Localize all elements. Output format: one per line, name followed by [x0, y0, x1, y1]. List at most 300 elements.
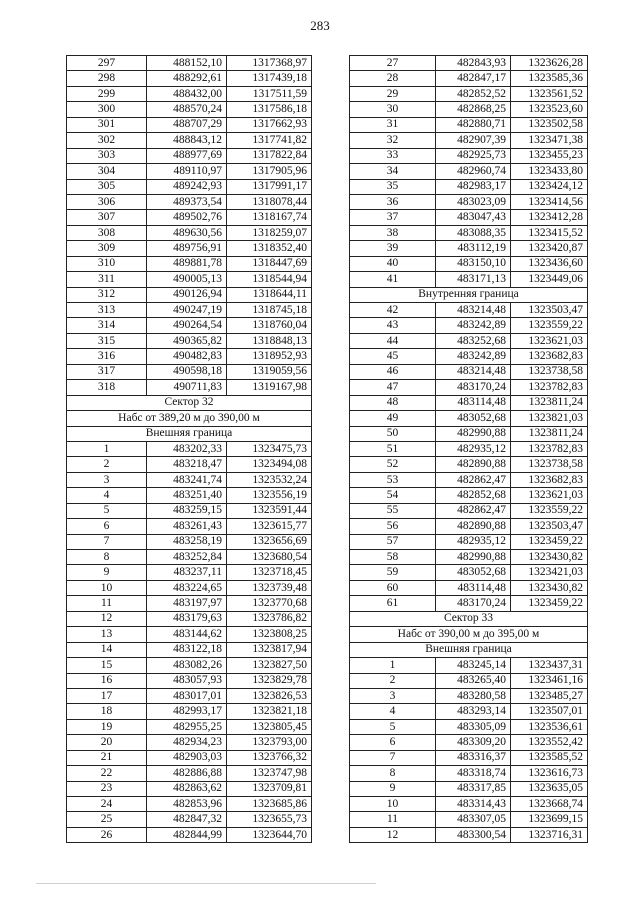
table-row [67, 380, 312, 395]
coordinate-y: 1323782,83 [511, 441, 588, 456]
coordinate-y: 1323415,52 [511, 225, 588, 240]
table-row [350, 503, 588, 518]
table-row [350, 688, 588, 703]
point-number: 8 [67, 550, 147, 565]
coordinate-x: 488977,69 [147, 148, 227, 163]
table-row [67, 719, 312, 734]
point-number: 309 [67, 241, 147, 256]
point-number: 1 [67, 441, 147, 456]
table-row [67, 457, 312, 472]
point-number: 305 [67, 179, 147, 194]
table-row [67, 596, 312, 611]
point-number: 43 [350, 318, 436, 333]
table-row [67, 488, 312, 503]
coordinate-x: 482890,88 [436, 457, 511, 472]
coordinate-y: 1323449,06 [511, 272, 588, 287]
coordinate-x: 483144,62 [147, 627, 227, 642]
table-row [67, 364, 312, 379]
coordinate-x: 482844,99 [147, 827, 227, 842]
coordinate-x: 483261,43 [147, 519, 227, 534]
coordinate-y: 1323455,23 [511, 148, 588, 163]
point-number: 42 [350, 303, 436, 318]
coordinate-y: 1323718,45 [227, 565, 312, 580]
coordinate-y: 1323805,45 [227, 719, 312, 734]
coordinate-x: 483017,01 [147, 688, 227, 703]
point-number: 15 [67, 658, 147, 673]
coordinate-x: 489756,91 [147, 241, 227, 256]
point-number: 45 [350, 349, 436, 364]
coordinate-x: 483224,65 [147, 580, 227, 595]
coordinate-y: 1317511,59 [227, 86, 312, 101]
table-row [67, 148, 312, 163]
coordinate-x: 489502,76 [147, 210, 227, 225]
point-number: 6 [67, 519, 147, 534]
section-heading-row [67, 411, 312, 426]
coordinate-y: 1323709,81 [227, 781, 312, 796]
table-row [67, 133, 312, 148]
point-number: 34 [350, 164, 436, 179]
table-row [67, 781, 312, 796]
point-number: 36 [350, 194, 436, 209]
coordinate-y: 1318167,74 [227, 210, 312, 225]
table-row [350, 565, 588, 580]
point-number: 318 [67, 380, 147, 395]
coordinate-x: 482890,88 [436, 519, 511, 534]
point-number: 27 [350, 56, 436, 71]
table-row [350, 349, 588, 364]
coordinate-x: 483318,74 [436, 766, 511, 781]
coordinate-x: 490365,82 [147, 333, 227, 348]
coordinate-y: 1323503,47 [511, 303, 588, 318]
table-row [350, 735, 588, 750]
point-number: 315 [67, 333, 147, 348]
coordinate-y: 1323668,74 [511, 797, 588, 812]
point-number: 304 [67, 164, 147, 179]
coordinate-x: 482847,17 [436, 71, 511, 86]
table-row [350, 56, 588, 71]
coordinate-y: 1323433,80 [511, 164, 588, 179]
coordinate-x: 483241,74 [147, 472, 227, 487]
table-row [67, 303, 312, 318]
coordinate-y: 1323552,42 [511, 735, 588, 750]
point-number: 51 [350, 441, 436, 456]
coordinate-y: 1323536,61 [511, 719, 588, 734]
table-row [67, 179, 312, 194]
point-number: 57 [350, 534, 436, 549]
coordinate-x: 488152,10 [147, 56, 227, 71]
table-row [350, 380, 588, 395]
coordinate-x: 483280,58 [436, 688, 511, 703]
point-number: 300 [67, 102, 147, 117]
coordinate-y: 1319059,56 [227, 364, 312, 379]
coordinate-y: 1323616,73 [511, 766, 588, 781]
coordinate-x: 482903,03 [147, 750, 227, 765]
table-row [67, 766, 312, 781]
table-row [350, 457, 588, 472]
table-row [67, 658, 312, 673]
point-number: 24 [67, 797, 147, 812]
coordinate-x: 483258,19 [147, 534, 227, 549]
table-row [67, 565, 312, 580]
coordinate-x: 490482,83 [147, 349, 227, 364]
coordinate-x: 482868,25 [436, 102, 511, 117]
coordinate-y: 1317822,84 [227, 148, 312, 163]
coordinate-y: 1323459,22 [511, 596, 588, 611]
coordinate-y: 1323738,58 [511, 364, 588, 379]
point-number: 312 [67, 287, 147, 302]
coordinate-x: 482955,25 [147, 719, 227, 734]
point-number: 1 [350, 658, 436, 673]
table-row [350, 241, 588, 256]
coordinate-y: 1323811,24 [511, 426, 588, 441]
table-row [350, 797, 588, 812]
coordinate-y: 1323414,56 [511, 194, 588, 209]
point-number: 13 [67, 627, 147, 642]
section-heading: Внешняя граница [67, 426, 312, 441]
page-number: 283 [310, 18, 330, 33]
point-number: 44 [350, 333, 436, 348]
coordinate-y: 1318078,44 [227, 194, 312, 209]
coordinate-x: 482907,39 [436, 133, 511, 148]
coordinate-y: 1323532,24 [227, 472, 312, 487]
point-number: 14 [67, 642, 147, 657]
table-row [350, 272, 588, 287]
table-row [67, 56, 312, 71]
point-number: 48 [350, 395, 436, 410]
table-row [350, 658, 588, 673]
point-number: 4 [350, 704, 436, 719]
section-heading-row [350, 611, 588, 626]
table-row [350, 426, 588, 441]
table-row [350, 550, 588, 565]
coordinate-x: 490264,54 [147, 318, 227, 333]
coordinate-y: 1323680,54 [227, 550, 312, 565]
point-number: 32 [350, 133, 436, 148]
coordinate-y: 1318259,07 [227, 225, 312, 240]
point-number: 30 [350, 102, 436, 117]
table-row [67, 333, 312, 348]
coordinate-x: 483245,14 [436, 658, 511, 673]
point-number: 9 [350, 781, 436, 796]
coordinate-y: 1323559,22 [511, 503, 588, 518]
point-number: 59 [350, 565, 436, 580]
coordinate-y: 1323821,18 [227, 704, 312, 719]
coordinate-y: 1323424,12 [511, 179, 588, 194]
coordinate-x: 483251,40 [147, 488, 227, 503]
coordinate-x: 483237,11 [147, 565, 227, 580]
coordinate-x: 488843,12 [147, 133, 227, 148]
coordinate-y: 1323585,36 [511, 71, 588, 86]
table-row [350, 225, 588, 240]
point-number: 53 [350, 472, 436, 487]
coordinate-x: 482934,23 [147, 735, 227, 750]
point-number: 18 [67, 704, 147, 719]
coordinate-x: 483307,05 [436, 812, 511, 827]
point-number: 308 [67, 225, 147, 240]
point-number: 31 [350, 117, 436, 132]
coordinate-y: 1323656,69 [227, 534, 312, 549]
table-row [67, 210, 312, 225]
point-number: 16 [67, 673, 147, 688]
coordinate-y: 1323585,52 [511, 750, 588, 765]
coordinate-y: 1317905,96 [227, 164, 312, 179]
table-row [67, 673, 312, 688]
coordinate-x: 490247,19 [147, 303, 227, 318]
section-heading: Набс от 389,20 м до 390,00 м [67, 411, 312, 426]
coordinate-x: 483122,18 [147, 642, 227, 657]
point-number: 46 [350, 364, 436, 379]
table-row [67, 688, 312, 703]
coordinate-x: 482843,93 [436, 56, 511, 71]
coordinate-x: 482862,47 [436, 472, 511, 487]
table-row [67, 503, 312, 518]
point-number: 7 [350, 750, 436, 765]
table-row [350, 71, 588, 86]
coordinate-x: 483114,48 [436, 580, 511, 595]
point-number: 26 [67, 827, 147, 842]
coordinate-x: 483293,14 [436, 704, 511, 719]
coordinate-x: 490598,18 [147, 364, 227, 379]
coordinate-y: 1317991,17 [227, 179, 312, 194]
section-heading-row [67, 426, 312, 441]
section-heading-row [350, 287, 588, 302]
point-number: 313 [67, 303, 147, 318]
table-row [67, 272, 312, 287]
coordinate-x: 483252,68 [436, 333, 511, 348]
section-heading-row [67, 395, 312, 410]
coordinate-y: 1323655,73 [227, 812, 312, 827]
coordinate-y: 1323485,27 [511, 688, 588, 703]
point-number: 299 [67, 86, 147, 101]
section-heading-row [350, 642, 588, 657]
table-row [350, 318, 588, 333]
table-row [67, 550, 312, 565]
coordinate-x: 490711,83 [147, 380, 227, 395]
coordinate-x: 490005,13 [147, 272, 227, 287]
coordinate-x: 483317,85 [436, 781, 511, 796]
point-number: 2 [350, 673, 436, 688]
coordinate-x: 482935,12 [436, 441, 511, 456]
coordinate-x: 483314,43 [436, 797, 511, 812]
point-number: 11 [350, 812, 436, 827]
coordinate-y: 1323685,86 [227, 797, 312, 812]
coordinate-x: 482853,96 [147, 797, 227, 812]
table-row [350, 102, 588, 117]
coordinate-x: 489881,78 [147, 256, 227, 271]
point-number: 37 [350, 210, 436, 225]
point-number: 33 [350, 148, 436, 163]
coordinates-table-right [349, 55, 588, 843]
coordinate-y: 1323635,05 [511, 781, 588, 796]
point-number: 6 [350, 735, 436, 750]
coordinate-y: 1323591,44 [227, 503, 312, 518]
coordinate-x: 483170,24 [436, 596, 511, 611]
coordinate-y: 1323494,08 [227, 457, 312, 472]
point-number: 297 [67, 56, 147, 71]
table-row [350, 411, 588, 426]
table-row [350, 781, 588, 796]
coordinate-x: 482990,88 [436, 550, 511, 565]
table-row [67, 611, 312, 626]
coordinate-x: 482925,73 [436, 148, 511, 163]
coordinate-y: 1318644,11 [227, 287, 312, 302]
coordinate-y: 1323782,83 [511, 380, 588, 395]
coordinate-x: 483114,48 [436, 395, 511, 410]
point-number: 50 [350, 426, 436, 441]
point-number: 22 [67, 766, 147, 781]
coordinate-y: 1323430,82 [511, 550, 588, 565]
coordinate-x: 483057,93 [147, 673, 227, 688]
coordinate-y: 1323523,60 [511, 102, 588, 117]
table-row [350, 194, 588, 209]
coordinate-y: 1323475,73 [227, 441, 312, 456]
point-number: 49 [350, 411, 436, 426]
coordinate-y: 1323716,31 [511, 827, 588, 842]
point-number: 317 [67, 364, 147, 379]
point-number: 28 [350, 71, 436, 86]
point-number: 306 [67, 194, 147, 209]
section-heading-row [350, 627, 588, 642]
coordinate-x: 483305,09 [436, 719, 511, 734]
coordinate-y: 1323556,19 [227, 488, 312, 503]
scan-edge-line [36, 883, 376, 884]
coordinate-x: 483309,20 [436, 735, 511, 750]
table-row [67, 735, 312, 750]
table-row [350, 580, 588, 595]
coordinate-y: 1317368,97 [227, 56, 312, 71]
point-number: 29 [350, 86, 436, 101]
table-row [350, 364, 588, 379]
coordinate-y: 1323421,03 [511, 565, 588, 580]
section-heading: Сектор 33 [350, 611, 588, 626]
point-number: 302 [67, 133, 147, 148]
point-number: 298 [67, 71, 147, 86]
coordinate-x: 482983,17 [436, 179, 511, 194]
point-number: 4 [67, 488, 147, 503]
coordinate-y: 1323561,52 [511, 86, 588, 101]
coordinate-x: 483218,47 [147, 457, 227, 472]
coordinate-y: 1323682,83 [511, 472, 588, 487]
coordinate-y: 1323420,87 [511, 241, 588, 256]
table-row [350, 488, 588, 503]
coordinate-x: 483242,89 [436, 349, 511, 364]
table-row [67, 750, 312, 765]
coordinate-y: 1323503,47 [511, 519, 588, 534]
coordinate-x: 483112,19 [436, 241, 511, 256]
point-number: 35 [350, 179, 436, 194]
table-row [67, 86, 312, 101]
coordinate-x: 483259,15 [147, 503, 227, 518]
coordinate-y: 1323827,50 [227, 658, 312, 673]
coordinate-y: 1323826,53 [227, 688, 312, 703]
coordinate-x: 483047,43 [436, 210, 511, 225]
table-row [67, 287, 312, 302]
point-number: 56 [350, 519, 436, 534]
coordinate-x: 482935,12 [436, 534, 511, 549]
table-row [67, 318, 312, 333]
table-row [350, 519, 588, 534]
table-row [350, 750, 588, 765]
point-number: 58 [350, 550, 436, 565]
table-row [350, 256, 588, 271]
point-number: 303 [67, 148, 147, 163]
coordinate-y: 1317662,93 [227, 117, 312, 132]
point-number: 5 [350, 719, 436, 734]
coordinate-y: 1323821,03 [511, 411, 588, 426]
coordinate-y: 1319167,98 [227, 380, 312, 395]
coordinate-y: 1323699,15 [511, 812, 588, 827]
section-heading: Набс от 390,00 м до 395,00 м [350, 627, 588, 642]
table-row [67, 349, 312, 364]
coordinate-x: 482990,88 [436, 426, 511, 441]
coordinate-x: 489630,56 [147, 225, 227, 240]
coordinate-x: 483052,68 [436, 565, 511, 580]
point-number: 61 [350, 596, 436, 611]
point-number: 314 [67, 318, 147, 333]
table-row [350, 673, 588, 688]
point-number: 10 [350, 797, 436, 812]
coordinate-y: 1318952,93 [227, 349, 312, 364]
coordinate-y: 1323626,28 [511, 56, 588, 71]
coordinate-y: 1323437,31 [511, 658, 588, 673]
coordinate-y: 1323766,32 [227, 750, 312, 765]
point-number: 2 [67, 457, 147, 472]
table-row [350, 596, 588, 611]
table-row [67, 441, 312, 456]
coordinate-y: 1323793,00 [227, 735, 312, 750]
coordinate-y: 1317586,18 [227, 102, 312, 117]
coordinate-y: 1317741,82 [227, 133, 312, 148]
coordinate-x: 483316,37 [436, 750, 511, 765]
coordinate-y: 1323747,98 [227, 766, 312, 781]
table-row [350, 179, 588, 194]
coordinate-y: 1317439,18 [227, 71, 312, 86]
table-row [67, 472, 312, 487]
coordinate-x: 490126,94 [147, 287, 227, 302]
coordinate-x: 483252,84 [147, 550, 227, 565]
coordinate-y: 1318760,04 [227, 318, 312, 333]
point-number: 12 [67, 611, 147, 626]
coordinate-x: 488707,29 [147, 117, 227, 132]
table-row [67, 580, 312, 595]
table-row [350, 117, 588, 132]
coordinate-x: 483214,48 [436, 364, 511, 379]
coordinate-y: 1323471,38 [511, 133, 588, 148]
point-number: 20 [67, 735, 147, 750]
point-number: 12 [350, 827, 436, 842]
coordinate-x: 483197,97 [147, 596, 227, 611]
point-number: 38 [350, 225, 436, 240]
coordinate-y: 1323817,94 [227, 642, 312, 657]
table-row [350, 164, 588, 179]
coordinate-y: 1318447,69 [227, 256, 312, 271]
coordinate-x: 483082,26 [147, 658, 227, 673]
section-heading: Внутренняя граница [350, 287, 588, 302]
coordinate-x: 482960,74 [436, 164, 511, 179]
coordinate-x: 483265,40 [436, 673, 511, 688]
coordinate-x: 489110,97 [147, 164, 227, 179]
coordinate-x: 483023,09 [436, 194, 511, 209]
point-number: 316 [67, 349, 147, 364]
table-row [67, 519, 312, 534]
coordinate-y: 1323739,48 [227, 580, 312, 595]
coordinate-y: 1323682,83 [511, 349, 588, 364]
point-number: 17 [67, 688, 147, 703]
table-row [350, 395, 588, 410]
point-number: 310 [67, 256, 147, 271]
coordinate-x: 483179,63 [147, 611, 227, 626]
coordinate-x: 483150,10 [436, 256, 511, 271]
